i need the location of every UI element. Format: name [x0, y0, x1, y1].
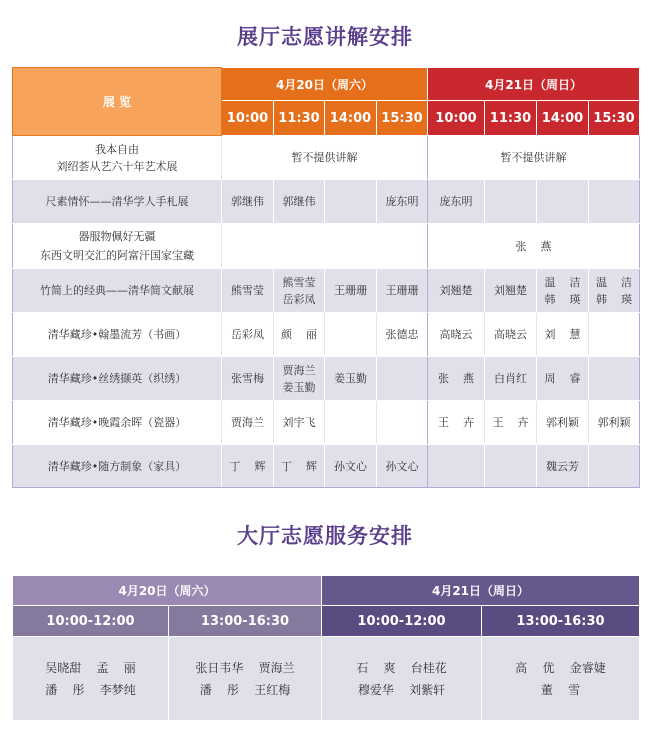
schedule-cell: 贾海兰: [222, 401, 274, 445]
schedule-cell: 郭继伟: [274, 180, 325, 224]
exhibition-schedule-table: [12, 67, 640, 488]
lobby-slot-header: 10:00-12:00: [322, 606, 482, 637]
schedule-cell: 刘翘楚: [428, 269, 485, 313]
exhibition-title: 展厅志愿讲解安排: [237, 25, 413, 49]
lobby-volunteers-cell: 张日韦华 贾海兰 潘 彤 王红梅: [169, 637, 322, 721]
schedule-cell: 郭继伟: [222, 180, 274, 224]
schedule-cell: 周 睿: [537, 357, 589, 401]
slot-header: 15:30: [589, 101, 640, 136]
schedule-cell: 颜 丽: [274, 313, 325, 357]
schedule-cell: 魏云芳: [537, 445, 589, 488]
slot-header: 10:00: [222, 101, 274, 136]
schedule-cell: 刘宇飞: [274, 401, 325, 445]
day1-header: 4月20日（周六）: [222, 68, 428, 101]
schedule-cell: 孙文心: [377, 445, 428, 488]
schedule-cell: 王 卉: [428, 401, 485, 445]
schedule-cell: 张雪梅: [222, 357, 274, 401]
schedule-cell: [325, 313, 377, 357]
schedule-cell: 贾海兰 姜玉勤: [274, 357, 325, 401]
schedule-cell: 高晓云: [428, 313, 485, 357]
schedule-cell: 王珊珊: [325, 269, 377, 313]
slot-header: 14:00: [537, 101, 589, 136]
exhibition-name: 清华藏珍•丝绣撷英（织绣）: [13, 357, 222, 401]
schedule-cell: 温 洁 韩 瑛: [537, 269, 589, 313]
lobby-day2-header: 4月21日（周日）: [322, 576, 640, 606]
schedule-cell: 王 卉: [485, 401, 537, 445]
exhibition-name: 尺素情怀——清华学人手札展: [13, 180, 222, 224]
schedule-cell: 孙文心: [325, 445, 377, 488]
schedule-cell: 王珊珊: [377, 269, 428, 313]
lobby-slot-header: 10:00-12:00: [13, 606, 169, 637]
lobby-title: 大厅志愿服务安排: [237, 524, 413, 548]
slot-header: 10:00: [428, 101, 485, 136]
lobby-day1-header: 4月20日（周六）: [13, 576, 322, 606]
schedule-cell: 郭利颖: [589, 401, 640, 445]
schedule-cell: 白肖红: [485, 357, 537, 401]
schedule-cell: [537, 180, 589, 224]
schedule-cell: 庞东明: [377, 180, 428, 224]
schedule-cell: 张 燕: [428, 357, 485, 401]
lobby-volunteers-cell: 石 爽 台桂花 穆爱华 刘紫轩: [322, 637, 482, 721]
schedule-cell-merged: 暂不提供讲解: [428, 136, 640, 180]
schedule-cell: [485, 445, 537, 488]
schedule-cell: 熊雪莹: [222, 269, 274, 313]
slot-header: 14:00: [325, 101, 377, 136]
exhibition-name: 器服物佩好无疆 东西文明交汇的阿富汗国家宝藏: [13, 224, 222, 269]
schedule-cell: 姜玉勤: [325, 357, 377, 401]
exhibition-name: 我本自由 刘绍荟从艺六十年艺术展: [13, 136, 222, 180]
slot-header: 15:30: [377, 101, 428, 136]
exhibition-name: 清华藏珍•翰墨流芳（书画）: [13, 313, 222, 357]
lobby-slot-header: 13:00-16:30: [169, 606, 322, 637]
exhibition-column-header: 展 览: [13, 68, 222, 136]
schedule-cell: [377, 357, 428, 401]
schedule-cell: 刘翘楚: [485, 269, 537, 313]
schedule-cell: [589, 180, 640, 224]
exhibition-name: 清华藏珍•晚霞余晖（瓷器）: [13, 401, 222, 445]
schedule-cell: 熊雪莹 岳彩凤: [274, 269, 325, 313]
schedule-cell: 庞东明: [428, 180, 485, 224]
schedule-cell: [377, 401, 428, 445]
schedule-cell: [325, 180, 377, 224]
slot-header: 11:30: [274, 101, 325, 136]
lobby-volunteers-cell: 吴晓甜 孟 丽 潘 彤 李梦纯: [13, 637, 169, 721]
day2-header: 4月21日（周日）: [428, 68, 640, 101]
schedule-cell: [589, 357, 640, 401]
exhibition-name: 清华藏珍•随方制象（家具）: [13, 445, 222, 488]
lobby-schedule-table: [12, 575, 640, 721]
schedule-cell: 刘 慧: [537, 313, 589, 357]
schedule-cell: 丁 辉: [222, 445, 274, 488]
lobby-volunteers-cell: 高 优 金睿婕 董 雪: [482, 637, 640, 721]
schedule-cell-merged: [222, 224, 428, 269]
schedule-cell: [325, 401, 377, 445]
schedule-cell: 张德忠: [377, 313, 428, 357]
schedule-cell: [485, 180, 537, 224]
schedule-cell: 岳彩凤: [222, 313, 274, 357]
slot-header: 11:30: [485, 101, 537, 136]
schedule-cell: 高晓云: [485, 313, 537, 357]
schedule-cell-merged: 张 燕: [428, 224, 640, 269]
schedule-cell: 郭利颖: [537, 401, 589, 445]
schedule-cell: 丁 辉: [274, 445, 325, 488]
lobby-slot-header: 13:00-16:30: [482, 606, 640, 637]
schedule-cell: [428, 445, 485, 488]
exhibition-name: 竹简上的经典——清华简文献展: [13, 269, 222, 313]
schedule-cell-merged: 暂不提供讲解: [222, 136, 428, 180]
schedule-cell: 温 洁 韩 瑛: [589, 269, 640, 313]
schedule-cell: [589, 313, 640, 357]
schedule-cell: [589, 445, 640, 488]
